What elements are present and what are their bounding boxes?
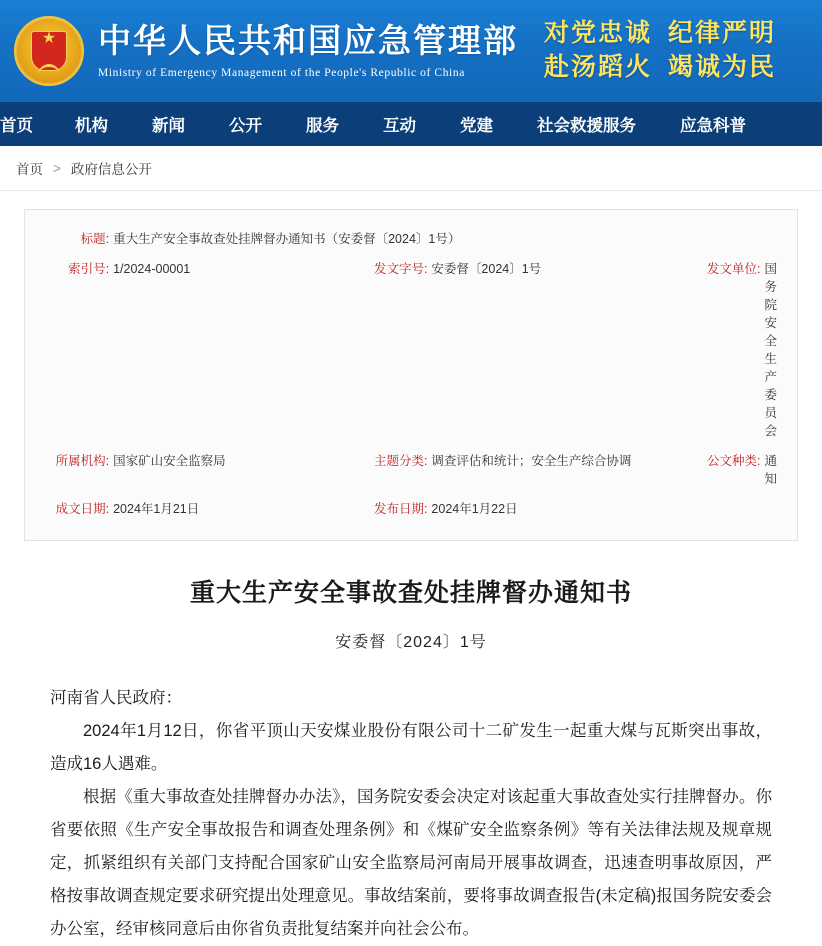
table-row xyxy=(43,224,779,254)
nav-item-organization[interactable]: 机构 xyxy=(75,117,108,135)
slogan-phrase-4: 竭诚为民 xyxy=(668,54,777,81)
table-row xyxy=(43,254,779,446)
document-salutation: 河南省人民政府： xyxy=(50,689,182,707)
document-paragraph-1: 2024年1月12日，你省平顶山天安煤业股份有限公司十二矿发生一起重大煤与瓦斯突出事故，造成16人遇难。 xyxy=(50,722,772,773)
nav-item-news[interactable]: 新闻 xyxy=(152,117,185,135)
nav-item-party-building[interactable]: 党建 xyxy=(460,117,493,135)
meta-value-topic: 调查评估和统计；安全生产综合协调 xyxy=(431,454,632,468)
table-row xyxy=(43,446,779,494)
meta-label-title: 标题: xyxy=(80,232,110,246)
nav-item-interaction[interactable]: 互动 xyxy=(383,117,416,135)
site-title-block xyxy=(98,21,518,82)
document-number: 安委督〔2024〕1号 xyxy=(335,634,487,651)
meta-label-publish-date: 发布日期: xyxy=(373,502,428,516)
slogan-phrase-1: 对党忠诚 xyxy=(544,20,653,47)
slogan-line-1 xyxy=(544,17,776,51)
meta-label-topic: 主题分类: xyxy=(373,454,428,468)
meta-label-affiliation: 所属机构: xyxy=(55,454,110,468)
nav-item-emergency-science[interactable]: 应急科普 xyxy=(680,117,746,135)
site-title-cn: 中华人民共和国应急管理部 xyxy=(98,21,518,59)
breadcrumb-home[interactable]: 首页 xyxy=(16,162,43,177)
meta-value-empty xyxy=(762,494,779,524)
meta-value-issuing-unit: 国务院安全生产委员会 xyxy=(764,262,777,438)
meta-value-title: 重大生产安全事故查处挂牌督办通知书（安委督〔2024〕1号） xyxy=(113,232,461,246)
nav-item-services[interactable]: 服务 xyxy=(306,117,339,135)
meta-value-written-date: 2024年1月21日 xyxy=(113,502,200,516)
nav-item-home[interactable]: 首页 xyxy=(0,117,33,135)
slogan-phrase-3: 赴汤蹈火 xyxy=(544,54,653,81)
meta-label-doc-type: 公文种类: xyxy=(707,454,761,468)
meta-value-publish-date: 2024年1月22日 xyxy=(431,502,518,516)
slogan-phrase-2: 纪律严明 xyxy=(668,20,777,47)
site-title-en: Ministry of Emergency Management of the People's Republic of China xyxy=(98,66,465,79)
document-metadata-panel xyxy=(24,209,798,541)
breadcrumb-current[interactable]: 政府信息公开 xyxy=(70,162,152,177)
document-body xyxy=(50,682,772,946)
site-header xyxy=(0,0,822,102)
table-row xyxy=(43,494,779,524)
meta-value-index: 1/2024-00001 xyxy=(113,262,191,276)
meta-label-index: 索引号: xyxy=(68,262,110,276)
slogan-block xyxy=(544,17,776,85)
document-paragraph-2: 根据《重大事故查处挂牌督办办法》，国务院安委会决定对该起重大事故查处实行挂牌督办。你省要依照《生产安全事故报告和调查处理条例》和《煤矿安全监察条例》等有关法律法规及规章规定，抓紧组织有关部门支持配合国家矿山安全监察局河南局开展事故调查，迅速查明事故原因，严格按事故调查规定要求研究提出处理意见。事故结案前，要将事故调查报告(未定稿)报国务院安委会办公室，经审核同意后由你省负责批复结案并向社会公布。 xyxy=(50,788,772,938)
main-navigation xyxy=(0,102,822,146)
national-emblem-icon: ★ xyxy=(14,16,84,86)
document-content xyxy=(0,541,822,946)
page-title: 重大生产安全事故查处挂牌督办通知书 xyxy=(189,579,632,607)
meta-label-doc-number: 发文字号: xyxy=(373,262,428,276)
meta-label-empty xyxy=(694,494,762,524)
meta-label-issuing-unit: 发文单位: xyxy=(707,262,761,276)
meta-value-doc-type: 通知 xyxy=(764,454,777,486)
breadcrumb xyxy=(0,146,822,191)
metadata-table xyxy=(43,224,779,524)
meta-value-affiliation: 国家矿山安全监察局 xyxy=(113,454,226,468)
meta-value-doc-number: 安委督〔2024〕1号 xyxy=(431,262,542,276)
nav-item-disclosure[interactable]: 公开 xyxy=(229,117,262,135)
breadcrumb-separator: > xyxy=(53,160,61,176)
slogan-line-2 xyxy=(544,51,776,85)
meta-label-written-date: 成文日期: xyxy=(55,502,110,516)
nav-item-social-rescue[interactable]: 社会救援服务 xyxy=(537,117,636,135)
